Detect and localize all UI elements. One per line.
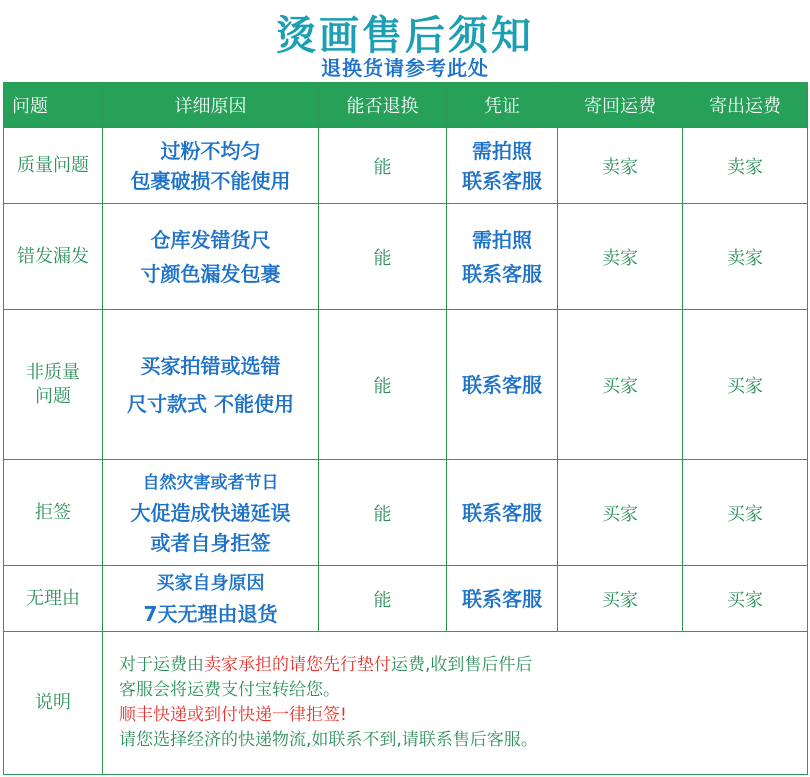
proof-line: 联系客服 — [462, 500, 542, 525]
issue-text: 问题 — [35, 385, 71, 407]
table-row — [4, 128, 808, 204]
note-line-3: 顺丰快递或到付快递一律拒签! — [119, 705, 347, 725]
issue-cell — [4, 128, 103, 204]
send-fee-cell: 买家 — [683, 460, 808, 566]
reason-cell — [103, 310, 319, 460]
page-title: 烫画售后须知 — [276, 13, 534, 59]
proof-cell — [447, 204, 558, 310]
issue-text: 非质量 — [26, 361, 80, 383]
note-label: 说明 — [35, 692, 71, 713]
proof-line: 联系客服 — [462, 261, 542, 286]
reason-cell — [103, 204, 319, 310]
reason-cell — [103, 566, 319, 632]
issue-text: 拒签 — [35, 501, 71, 523]
proof-cell — [447, 566, 558, 632]
note-line-1 — [119, 653, 807, 678]
returnable-cell: 能 — [319, 128, 447, 204]
table-row — [4, 310, 808, 460]
header-return-shipping: 寄回运费 — [558, 83, 683, 128]
note-row — [4, 632, 808, 775]
issue-text: 错发漏发 — [17, 245, 89, 267]
return-fee-cell: 买家 — [558, 566, 683, 632]
send-fee-cell: 卖家 — [683, 128, 808, 204]
note-line-4: 请您选择经济的快递物流,如联系不到,请联系售后客服。 — [119, 730, 538, 750]
reason-line: 7天无理由退货 — [143, 601, 278, 626]
issue-cell — [4, 566, 103, 632]
note-text: 对于运费由 — [119, 655, 204, 675]
reason-line: 或者自身拒签 — [150, 530, 271, 555]
proof-line: 需拍照 — [472, 138, 532, 163]
note-highlight: 请您先行垫付 — [289, 655, 391, 675]
issue-text: 质量问题 — [17, 154, 89, 176]
reason-line: 尺寸款式 不能使用 — [127, 391, 294, 416]
send-fee-cell: 买家 — [683, 566, 808, 632]
reason-line: 买家拍错或选错 — [140, 353, 281, 378]
return-fee-cell: 卖家 — [558, 204, 683, 310]
table-row — [4, 460, 808, 566]
table-header-row — [4, 83, 808, 128]
proof-cell — [447, 310, 558, 460]
returnable-cell: 能 — [319, 310, 447, 460]
return-fee-cell: 卖家 — [558, 128, 683, 204]
page-subtitle: 退换货请参考此处 — [321, 56, 489, 80]
after-sales-table — [3, 82, 808, 775]
returnable-cell: 能 — [319, 460, 447, 566]
header-send-shipping: 寄出运费 — [683, 83, 808, 128]
send-fee-cell: 卖家 — [683, 204, 808, 310]
issue-cell — [4, 310, 103, 460]
reason-cell — [103, 460, 319, 566]
issue-text: 无理由 — [26, 587, 80, 609]
header-reason: 详细原因 — [103, 83, 319, 128]
table-row — [4, 204, 808, 310]
note-text-cell — [103, 632, 808, 775]
reason-line: 过粉不均匀 — [160, 138, 261, 163]
returnable-cell: 能 — [319, 204, 447, 310]
proof-cell — [447, 460, 558, 566]
reason-line: 包裹破损不能使用 — [130, 168, 291, 193]
issue-cell — [4, 204, 103, 310]
header-returnable: 能否退换 — [319, 83, 447, 128]
proof-cell — [447, 128, 558, 204]
note-highlight: 卖家承担的 — [204, 655, 289, 675]
returnable-cell: 能 — [319, 566, 447, 632]
header-proof: 凭证 — [447, 83, 558, 128]
reason-line: 仓库发错货尺 — [150, 227, 271, 252]
header-issue: 问题 — [4, 83, 103, 128]
return-fee-cell: 买家 — [558, 460, 683, 566]
note-line-2: 客服会将运费支付宝转给您。 — [119, 680, 340, 700]
return-fee-cell: 买家 — [558, 310, 683, 460]
reason-line: 买家自身原因 — [156, 572, 265, 594]
send-fee-cell: 买家 — [683, 310, 808, 460]
note-text: 运费,收到售后件后 — [391, 655, 533, 675]
proof-line: 联系客服 — [462, 372, 542, 397]
reason-cell — [103, 128, 319, 204]
reason-line: 大促造成快递延误 — [130, 500, 291, 525]
issue-cell — [4, 460, 103, 566]
note-label-cell — [4, 632, 103, 775]
reason-line: 寸颜色漏发包裹 — [140, 261, 281, 286]
proof-line: 需拍照 — [472, 227, 532, 252]
reason-line: 自然灾害或者节日 — [142, 472, 279, 493]
table-row — [4, 566, 808, 632]
proof-line: 联系客服 — [462, 586, 542, 611]
proof-line: 联系客服 — [462, 168, 542, 193]
